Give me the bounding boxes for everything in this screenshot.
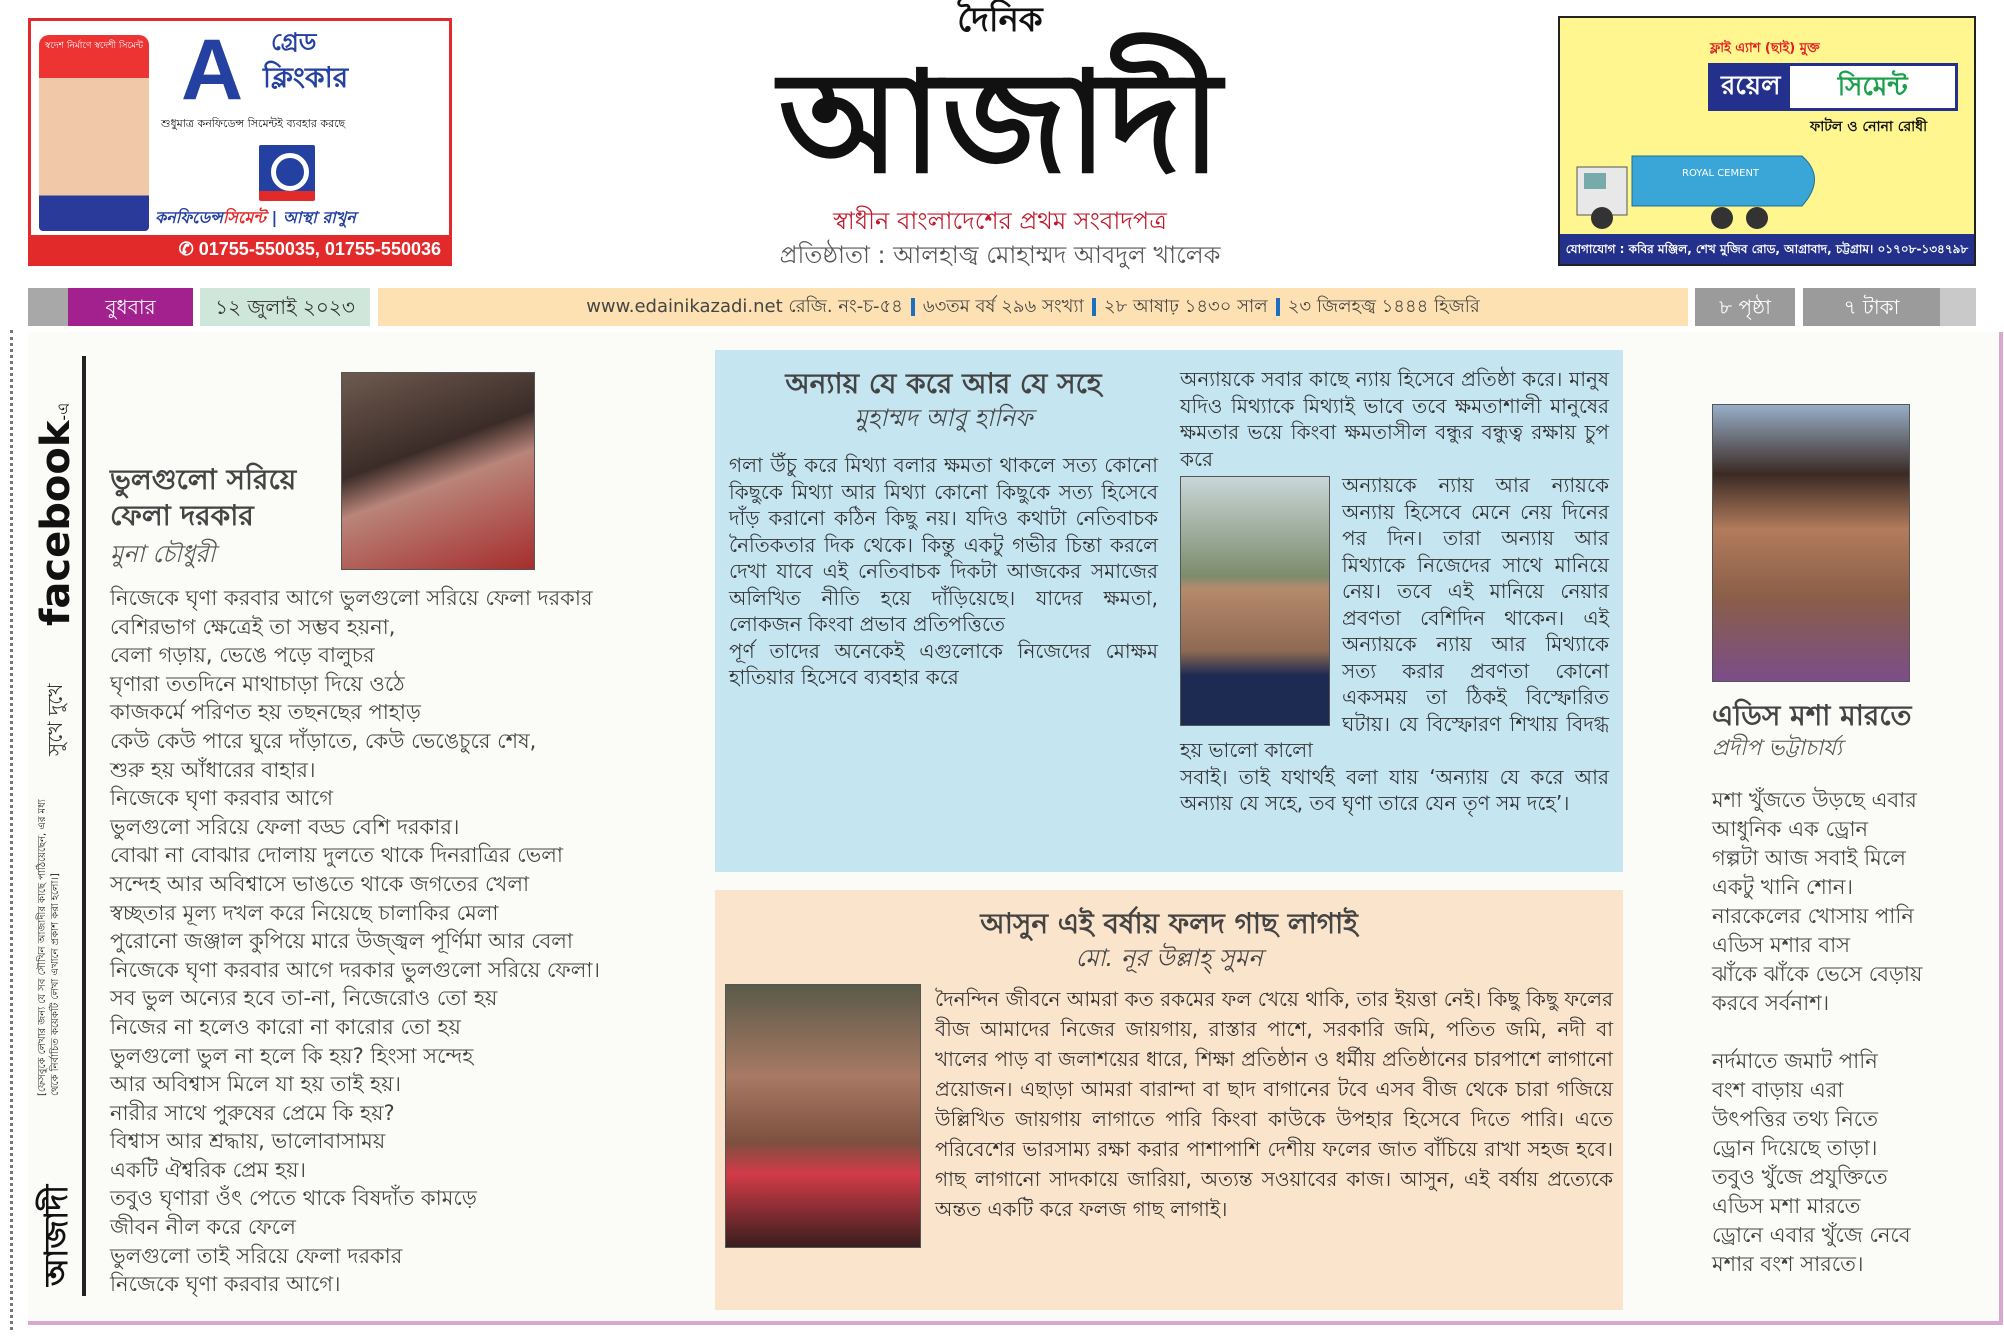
strip-day: বুধবার (68, 288, 193, 326)
poem-line: নর্দমাতে জমাট পানি (1712, 1049, 1878, 1073)
poem-line: পুরোনো জঞ্জাল কুপিয়ে মারে উজ্জ্বল পূর্ণিমা আর বেলা (110, 929, 574, 954)
masthead-founder: প্রতিষ্ঠাতা : আলহাজ্ব মোহাম্মদ আবদুল খালেক (779, 241, 1221, 269)
poem-line: বংশ বাড়ায় এরা (1712, 1078, 1844, 1102)
poem-line: নিজেকে ঘৃণা করবার আগে দরকার ভুলগুলো সরিয়ে ফেলা। (110, 957, 601, 982)
poem-line: শুরু হয় আঁধারের বাহার। (110, 757, 316, 782)
truck-wheel (1746, 207, 1768, 229)
poem-line: ভুলগুলো ভুল না হলে কি হয়? হিংসা সন্দেহ (110, 1043, 474, 1068)
poem-line: বেশিরভাগ ক্ষেত্রেই তা সম্ভব হয়না, (110, 614, 396, 639)
masthead-title[interactable]: আজাদী (778, 42, 1222, 205)
article-title: আসুন এই বর্ষায় ফলদ গাছ লাগাই (980, 907, 1358, 940)
poem-line: নিজেকে ঘৃণা করবার আগে। (110, 1272, 341, 1297)
cement-bag-image (39, 35, 149, 231)
poem-line: এডিস মশার বাস (1712, 933, 1851, 957)
poem-line: মশার বংশ সারতে। (1712, 1252, 1864, 1276)
article-column-left (729, 366, 1158, 856)
poem-line: তবুও খুঁজে প্রযুক্তিতে (1712, 1165, 1888, 1189)
poem-line: নিজেকে ঘৃণা করবার আগে ভুলগুলো সরিয়ে ফেলা দরকার (110, 586, 593, 610)
poem-line: এডিস মশা মারতে (1712, 1194, 1861, 1218)
poem-line: কাজকর্মে পরিণত হয় তছনছের পাহাড় (110, 700, 421, 725)
author-photo (1180, 476, 1330, 726)
poem-left (110, 372, 700, 1299)
poem-heading (110, 462, 325, 570)
poem-line: একটি ঐশ্বরিক প্রেম হয়। (110, 1157, 307, 1182)
poem-line: ড্রোনে এবার খুঁজে নেবে (1712, 1223, 1911, 1247)
poem-line: কেউ কেউ পারে ঘুরে দাঁড়াতে, কেউ ভেঙেচুরে শেষ, (110, 728, 537, 753)
masthead-tagline: স্বাধীন বাংলাদেশের প্রথম সংবাদপত্র (833, 207, 1167, 235)
issue: ৬৩তম বর্ষ ২৯৬ সংখ্যা (922, 296, 1084, 317)
poem-line: নিজের না হলেও কারো না কারোর তো হয় (110, 1014, 461, 1039)
section-suffix: -এ (54, 402, 73, 421)
article-column-1-tail: পূর্ণ তাদের অনেকেই এগুলোকে নিজেদের মোক্ষম হাতিয়ার হিসেবে ব্যবহার করে (729, 638, 1158, 689)
divider (1276, 298, 1280, 316)
dotted-cut-line (10, 330, 13, 1330)
ad-tagline: শুধুমাত্র কনফিডেন্স সিমেন্টই ব্যবহার করছে (161, 117, 346, 130)
section-facebook (32, 403, 88, 626)
poem-right (1712, 404, 1987, 1308)
poem-line: বিশ্বাস আর শ্রদ্ধায়, ভালোবাসাময় (110, 1129, 386, 1154)
poem-line: ভুলগুলো সরিয়ে ফেলা বড্ড বেশি দরকার। (110, 814, 460, 839)
cement-truck-image (1572, 142, 1832, 232)
poem-author: মুনা চৌধুরী (110, 540, 216, 568)
poem-line: আর অবিশ্বাস মিলে যা হয় তাই হয়। (110, 1072, 401, 1097)
truck-label: ROYAL CEMENT (1682, 168, 1760, 179)
ad-subtitle: ফাটল ও নোনা রোধী (1810, 119, 1928, 135)
article-column-2-top: অন্যায়কে সবার কাছে ন্যায় হিসেবে প্রতিষ্ঠা করে। মানুষ যদিও মিথ্যাকে মিথ্যাই ভাবে তবে ক্ষমতাশালী মানুষের ক্ষমতার ভয়ে কিংবা ক্ষমতাসীল বন্ধুর বন্ধুত্ব রক্ষায় চুপ করে (1180, 367, 1609, 471)
poem-header (110, 372, 700, 570)
section-subtitle: সুখে দুখে (43, 683, 67, 756)
phone-numbers: 01755-550035, 01755-550036 (198, 239, 441, 259)
ad-fly-ash-free: ফ্লাই এ্যাশ (ছাই) মুক্ত (1710, 41, 1820, 56)
bangla-date: ২৮ আষাঢ় ১৪৩০ সাল (1103, 296, 1268, 317)
article-column-2-tail: সবাই। তাই যথার্থই বলা যায় ‘অন্যায় যে করে আর অন্যায় যে সহে, তব ঘৃণা তারে যেন তৃণ সম দহে’। (1180, 764, 1609, 815)
strip-info (378, 288, 1688, 326)
ad-grade: গ্রেড (271, 28, 317, 56)
truck-window (1584, 173, 1606, 189)
date-strip (28, 288, 1976, 326)
ad-brand-box (1708, 63, 1958, 111)
poem-line: সন্দেহ আর অবিশ্বাসে ভাঙতে থাকে জগতের খেলা (110, 871, 530, 896)
poem-line: ঘৃণারা ততদিনে মাথাচাড়া দিয়ে ওঠে (110, 671, 405, 696)
poem-line: তবুও ঘৃণারা ওঁৎ পেতে থাকে বিষদাঁত কামড়ে (110, 1186, 477, 1211)
phone-icon: ✆ (178, 239, 199, 259)
slogan: | আস্থা রাখুন (271, 208, 356, 227)
ad-brand (155, 207, 447, 229)
poem-line: স্বচ্ছতার মূল্য দখল করে নিয়েছে চালাকির মেলা (110, 900, 499, 925)
masthead-dainik: দৈনিক (957, 0, 1043, 40)
article-column-2-mid: অন্যায়কে ন্যায় আর ন্যায়কে অন্যায় হিসেবে মেনে নেয় দিনের পর দিন। তারা অন্যায় আর মিথ্যাকে নিজেদের সাথে মানিয়ে নেয়। তবে এই মানিয়ে নেয়ার প্রবণতা বেশিদিন থাকেন। এই অন্যায়কে ন্যায় আর মিথ্যাকে সত্য করার প্রবণতা কোনো একসময় তা ঠিকই বিস্ফোরিত ঘটায়। যে বিস্ফোরণ শিখায় বিদগ্ধ হয় ভালো কালো (1180, 473, 1609, 762)
poem-line: উৎপত্তির তথ্য নিতে (1712, 1107, 1878, 1131)
poem-line: আধুনিক এক ড্রোন (1712, 817, 1869, 841)
section-name: facebook (33, 420, 79, 626)
truck-tank (1632, 156, 1815, 206)
poem-body (1712, 786, 1987, 1279)
article-column-1: গলা উঁচু করে মিথ্যা বলার ক্ষমতা থাকলে সত্য কোনো কিছুকে মিথ্যা আর মিথ্যা কোনো কিছুকে সত্য হিসেবে দাঁড় করানো কঠিন কিছু নয়। যদিও কথাটা নেতিবাচক নৈতিকতার দিক থেকে। কিন্তু একটু গভীর চিন্তা করলে দেখা যাবে এই নেতিবাচক দিকটা আজকের সমাজের অলিখিত নীতি হয়ে দাঁড়িয়েছে। যাদের ক্ষমতা, লোকজন কিংবা প্রভাব প্রতিপত্তিতে (729, 453, 1158, 636)
brand-royal: রয়েল (1721, 71, 1781, 101)
poem-stanza (1712, 1047, 1987, 1279)
article-column-right (1180, 366, 1609, 856)
poem-title: এডিস মশা মারতে (1712, 699, 1912, 732)
poem-line: নারকেলের খোসায় পানি (1712, 904, 1914, 928)
section-note: [ফেসবুকে লেখার জন্য যে সব সৌখিন আজাদীর কাছে পাঠিয়েছেন, এর মধ্য থেকে নির্বাচিত কয়েকটি লেখা এখানে প্রকাশ করা হলো।] (37, 799, 61, 1096)
article-title: অন্যায় যে করে আর যে সহে (785, 367, 1102, 400)
sidebar-logo: আজাদী (37, 1184, 75, 1286)
article-author: মুহাম্মদ আবু হানিফ (854, 404, 1033, 432)
poem-line: মশা খুঁজতে উড়ছে এবার (1712, 788, 1917, 812)
poem-body (110, 584, 700, 1299)
section-sidebar (30, 356, 86, 1296)
ad-phone (31, 235, 449, 263)
poem-line: ভুলগুলো তাই সরিয়ে ফেলা দরকার (110, 1243, 403, 1268)
poem-line: গল্পটা আজ সবাই মিলে (1712, 846, 1906, 870)
truck-wheel (1711, 207, 1733, 229)
article-body: দৈনন্দিন জীবনে আমরা কত রকমের ফল খেয়ে থাকি, তার ইয়ত্তা নেই। কিছু কিছু ফলের বীজ আমাদের নিজের জায়গায়, রাস্তার পাশে, সরকারি জমি, পতিত জমি, নদী বা খালের পাড় বা জলাশয়ের ধারে, শিক্ষা প্রতিষ্ঠান ও ধর্মীয় প্রতিষ্ঠানের চারপাশে লাগানো প্রয়োজন। এছাড়া আমরা বারান্দা বা ছাদ বাগানের টবে এসব বীজ থেকে চারা গজিয়ে উল্লিখিত জায়গায় লাগাতে পারি কিংবা কাউকে উপহার হিসেবে দিতে পারি। এতে পরিবেশের ভারসাম্য রক্ষা করার পাশাপাশি দেশীয় ফলের জাত বাঁচিয়ে রাখা সহজ হবে। গাছ লাগানো সাদকায়ে জারিয়া, অত্যন্ত সওয়াবের কাজ। আসুন, এই বর্ষায় প্রত্যেকে অন্তত একটি করে ফলজ গাছ লাগাই। (935, 987, 1613, 1221)
poem-line: বোঝা না বোঝার দোলায় দুলতে থাকে দিনরাত্রির ভেলা (110, 843, 564, 868)
author-photo (341, 372, 535, 570)
royal-cement-ad[interactable] (1558, 16, 1976, 266)
poem-stanza (1712, 786, 1987, 1018)
divider (1092, 298, 1096, 316)
strip-price: ৭ টাকা (1803, 288, 1940, 326)
poem-author: প্রদীপ ভট্টাচার্য্য (1712, 736, 1843, 761)
poem-line: জীবন নীল করে ফেলে (110, 1215, 296, 1240)
brand-b: সিমেন্ট (222, 208, 266, 227)
poem-line: ঝাঁকে ঝাঁকে ভেসে বেড়ায় (1712, 962, 1923, 986)
website-link[interactable]: www.edainikazadi.net রেজি. নং-চ-৫৪ (586, 296, 903, 317)
truck-wheel (1591, 207, 1613, 229)
article-author: মো. নূর উল্লাহ্ সুমন (1075, 944, 1263, 972)
poem-line: বেলা গড়ায়, ভেঙে পড়ে বালুচর (110, 643, 375, 668)
ad-clinker: ক্লিংকার (263, 61, 349, 94)
article-box (715, 350, 1623, 872)
brand-a: কনফিডেন্স (155, 208, 223, 227)
poem-line: নারীর সাথে পুরুষের প্রেমে কি হয়? (110, 1100, 395, 1125)
hijri-date: ২৩ জিলহজ্ব ১৪৪৪ হিজরি (1287, 296, 1480, 317)
poem-line: সব ভুল অন্যের হবে তা-না, নিজেরোও তো হয় (110, 986, 498, 1011)
poem-line: করবে সর্বনাশ। (1712, 991, 1830, 1015)
strip-pages: ৮ পৃষ্ঠা (1695, 288, 1795, 326)
divider (911, 298, 915, 316)
ad-contact: যোগাযোগ : কবির মঞ্জিল, শেখ মুজিব রোড, আগ্রাবাদ, চট্টগ্রাম। ০১৭০৮-১৩৪৭৯৮ (1560, 234, 1974, 264)
author-photo (725, 984, 921, 1248)
article-box (715, 890, 1623, 1310)
author-photo (1712, 404, 1910, 682)
poem-line: একটু খানি শোন। (1712, 875, 1853, 899)
strip-spacer (28, 288, 68, 326)
strip-spacer (1940, 288, 1976, 326)
poem-line: নিজেকে ঘৃণা করবার আগে (110, 786, 333, 811)
confidence-logo-icon (259, 145, 315, 201)
strip-date: ১২ জুলাই ২০২৩ (200, 288, 370, 326)
center-column (715, 350, 1623, 1310)
bag-slogan: স্বদেশ নির্মাণে স্বদেশী সিমেন্ট (44, 41, 144, 51)
ad-letter-a: A (181, 22, 244, 118)
poem-line: ড্রোন দিয়েছে তাড়া। (1712, 1136, 1878, 1160)
confidence-cement-ad[interactable] (28, 18, 452, 266)
poem-title: ভুলগুলো সরিয়ে ফেলা দরকার (110, 463, 297, 532)
brand-cement: সিমেন্ট (1790, 66, 1955, 108)
